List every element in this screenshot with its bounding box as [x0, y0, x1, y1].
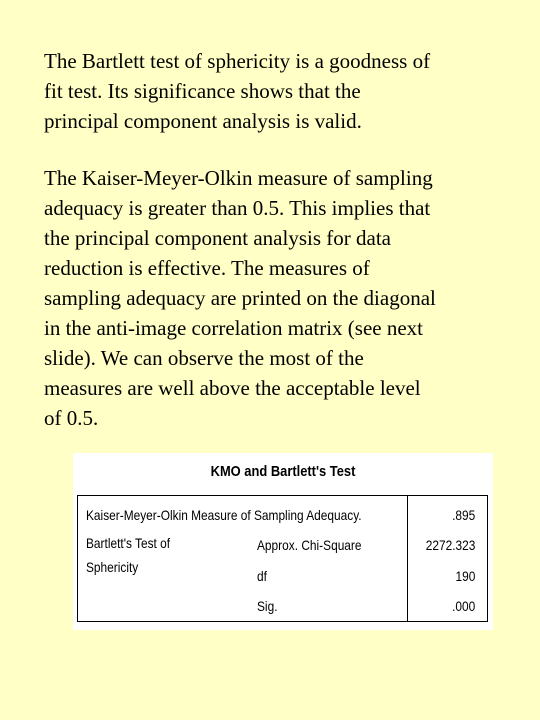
df-value: 190: [455, 568, 475, 584]
value-column-divider: [407, 496, 408, 621]
bartlett-label-line2: Sphericity: [86, 559, 139, 575]
kmo-value: .895: [451, 507, 475, 523]
bartlett-paragraph: The Bartlett test of sphericity is a goodness of fit test. Its significance shows that the principal component analysis is valid.: [44, 49, 431, 133]
bartlett-label-line1: Bartlett's Test of: [86, 535, 171, 551]
sig-value: .000: [451, 598, 475, 614]
table-title: KMO and Bartlett's Test: [210, 463, 356, 480]
df-label: df: [257, 568, 267, 584]
kmo-bartlett-table-figure: [73, 453, 493, 630]
kmo-bartlett-table: [77, 495, 488, 622]
kmo-paragraph: The Kaiser-Meyer-Olkin measure of sampling adequacy is greater than 0.5. This implies that the principal component analysis for data reduction is effective. The measures of sampling adequacy are printed on the diagonal in the anti-image correlation matrix (see next slide). We can observe the most of the measures are well above the acceptable level of 0.5.: [44, 166, 436, 430]
chi-square-label: Approx. Chi-Square: [257, 537, 362, 553]
kmo-label: Kaiser-Meyer-Olkin Measure of Sampling Adequacy.: [86, 507, 362, 523]
chi-square-value: 2272.323: [425, 537, 475, 553]
sig-label: Sig.: [257, 598, 278, 614]
